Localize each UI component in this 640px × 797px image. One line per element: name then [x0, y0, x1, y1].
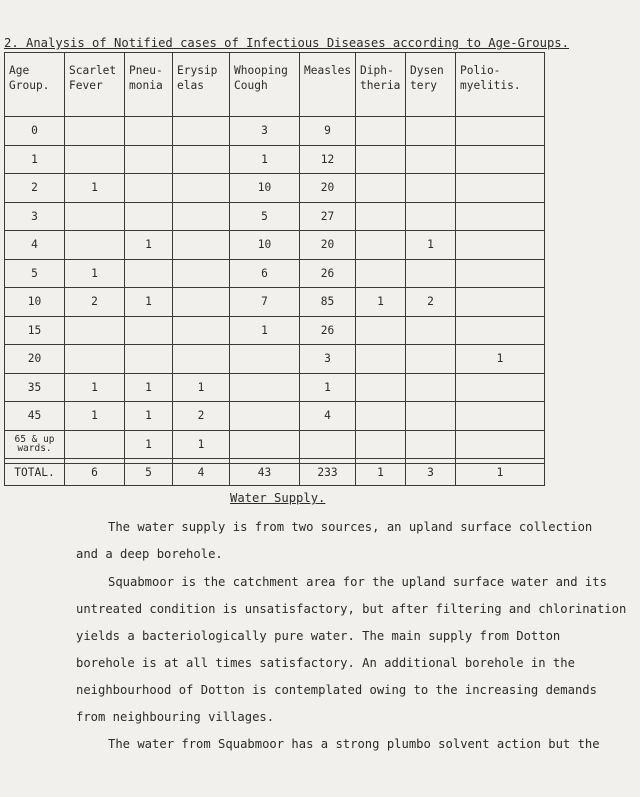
case-count-cell: [173, 117, 230, 146]
case-count-cell: [456, 117, 545, 146]
case-count-cell: [125, 117, 173, 146]
case-count-cell: [356, 117, 406, 146]
column-header: Scarlet Fever: [65, 53, 125, 117]
case-count-cell: 3: [230, 117, 300, 146]
column-header: Age Group.: [5, 53, 65, 117]
case-count-cell: [356, 259, 406, 288]
case-count-cell: [173, 259, 230, 288]
case-count-cell: [456, 430, 545, 459]
total-count-cell: 3: [406, 459, 456, 486]
total-label-cell: TOTAL.: [5, 459, 65, 486]
case-count-cell: 3: [300, 345, 356, 374]
column-header: Erysip elas: [173, 53, 230, 117]
case-count-cell: 1: [125, 231, 173, 260]
case-count-cell: 5: [230, 202, 300, 231]
case-count-cell: [173, 345, 230, 374]
case-count-cell: [356, 402, 406, 431]
age-group-cell: 45: [5, 402, 65, 431]
age-group-cases-table: [4, 52, 545, 486]
case-count-cell: [456, 145, 545, 174]
table-row: [5, 402, 545, 431]
case-count-cell: 1: [65, 373, 125, 402]
age-group-cell: 3: [5, 202, 65, 231]
case-count-cell: [406, 430, 456, 459]
table-row: [5, 174, 545, 203]
paragraph-line: and a deep borehole.: [76, 547, 223, 561]
age-group-cell: 1: [5, 145, 65, 174]
case-count-cell: [173, 174, 230, 203]
table-row: [5, 145, 545, 174]
case-count-cell: [356, 174, 406, 203]
paragraph-line: untreated condition is unsatisfactory, but after filtering and chlorination: [76, 602, 627, 616]
case-count-cell: [125, 174, 173, 203]
case-count-cell: 26: [300, 316, 356, 345]
case-count-cell: 1: [173, 373, 230, 402]
case-count-cell: 1: [65, 402, 125, 431]
age-group-cell: 5: [5, 259, 65, 288]
case-count-cell: 1: [356, 288, 406, 317]
case-count-cell: [406, 174, 456, 203]
case-count-cell: [406, 145, 456, 174]
paragraph-line: yields a bacteriologically pure water. The main supply from Dotton: [76, 629, 561, 643]
table-header-row: [5, 53, 545, 117]
case-count-cell: [406, 316, 456, 345]
case-count-cell: [356, 202, 406, 231]
case-count-cell: [125, 316, 173, 345]
table-row: [5, 202, 545, 231]
case-count-cell: [65, 202, 125, 231]
paragraph-line: borehole is at all times satisfactory. An additional borehole in the: [76, 656, 575, 670]
case-count-cell: [356, 373, 406, 402]
case-count-cell: 12: [300, 145, 356, 174]
case-count-cell: 85: [300, 288, 356, 317]
section-heading: 2. Analysis of Notified cases of Infectious Diseases according to Age-Groups.: [4, 36, 569, 50]
total-count-cell: 6: [65, 459, 125, 486]
case-count-cell: [173, 316, 230, 345]
paragraph-line: neighbourhood of Dotton is contemplated owing to the increasing demands: [76, 683, 597, 697]
column-header: Pneu- monia: [125, 53, 173, 117]
case-count-cell: [173, 145, 230, 174]
total-count-cell: 5: [125, 459, 173, 486]
total-count-cell: 1: [356, 459, 406, 486]
case-count-cell: 4: [300, 402, 356, 431]
case-count-cell: [406, 402, 456, 431]
case-count-cell: 1: [173, 430, 230, 459]
table-row: [5, 231, 545, 260]
column-header: Measles: [300, 53, 356, 117]
table-row: [5, 117, 545, 146]
age-group-cell: 65 & up wards.: [5, 430, 65, 459]
case-count-cell: [125, 259, 173, 288]
table-row: [5, 259, 545, 288]
case-count-cell: 6: [230, 259, 300, 288]
case-count-cell: [65, 316, 125, 345]
case-count-cell: [406, 202, 456, 231]
case-count-cell: [456, 373, 545, 402]
case-count-cell: [173, 202, 230, 231]
case-count-cell: [356, 145, 406, 174]
case-count-cell: 1: [300, 373, 356, 402]
case-count-cell: [173, 288, 230, 317]
age-group-cell: 35: [5, 373, 65, 402]
case-count-cell: 1: [230, 316, 300, 345]
age-group-cell: 0: [5, 117, 65, 146]
case-count-cell: [230, 430, 300, 459]
column-header: Whooping Cough: [230, 53, 300, 117]
case-count-cell: 10: [230, 174, 300, 203]
case-count-cell: [173, 231, 230, 260]
total-count-cell: 43: [230, 459, 300, 486]
case-count-cell: [65, 117, 125, 146]
paragraph-line: The water from Squabmoor has a strong plumbo solvent action but the: [108, 737, 600, 751]
case-count-cell: [406, 259, 456, 288]
case-count-cell: [125, 345, 173, 374]
case-count-cell: [406, 117, 456, 146]
case-count-cell: 26: [300, 259, 356, 288]
case-count-cell: 2: [65, 288, 125, 317]
case-count-cell: [406, 373, 456, 402]
age-group-cell: 4: [5, 231, 65, 260]
table-row: [5, 430, 545, 459]
column-header: Polio- myelitis.: [456, 53, 545, 117]
case-count-cell: [456, 202, 545, 231]
paragraph-line: Squabmoor is the catchment area for the upland surface water and its: [108, 575, 607, 589]
paragraph-line: The water supply is from two sources, an upland surface collection: [108, 520, 593, 534]
case-count-cell: [356, 231, 406, 260]
case-count-cell: 1: [125, 430, 173, 459]
total-count-cell: 1: [456, 459, 545, 486]
case-count-cell: [125, 145, 173, 174]
case-count-cell: [456, 259, 545, 288]
case-count-cell: [300, 430, 356, 459]
column-header: Diph- theria: [356, 53, 406, 117]
case-count-cell: [456, 402, 545, 431]
case-count-cell: 2: [173, 402, 230, 431]
age-group-cell: 2: [5, 174, 65, 203]
case-count-cell: [65, 345, 125, 374]
case-count-cell: [230, 373, 300, 402]
table-row: [5, 345, 545, 374]
case-count-cell: [230, 402, 300, 431]
case-count-cell: [456, 316, 545, 345]
case-count-cell: [65, 430, 125, 459]
case-count-cell: 27: [300, 202, 356, 231]
case-count-cell: [356, 316, 406, 345]
case-count-cell: [456, 231, 545, 260]
water-supply-title: Water Supply.: [230, 491, 326, 505]
table-body: [5, 117, 545, 486]
table-bottom-rule: [4, 463, 544, 464]
case-count-cell: 10: [230, 231, 300, 260]
case-count-cell: 1: [125, 288, 173, 317]
case-count-cell: 9: [300, 117, 356, 146]
case-count-cell: [65, 231, 125, 260]
case-count-cell: 20: [300, 174, 356, 203]
case-count-cell: 1: [230, 145, 300, 174]
case-count-cell: 2: [406, 288, 456, 317]
case-count-cell: 1: [65, 174, 125, 203]
case-count-cell: 1: [125, 373, 173, 402]
age-group-cell: 15: [5, 316, 65, 345]
table-row: [5, 288, 545, 317]
age-group-cell: 20: [5, 345, 65, 374]
case-count-cell: [125, 202, 173, 231]
case-count-cell: [456, 288, 545, 317]
case-count-cell: 1: [65, 259, 125, 288]
case-count-cell: [406, 345, 456, 374]
case-count-cell: [230, 345, 300, 374]
paragraph-line: from neighbouring villages.: [76, 710, 275, 724]
total-count-cell: 233: [300, 459, 356, 486]
total-count-cell: 4: [173, 459, 230, 486]
table-row: [5, 316, 545, 345]
case-count-cell: 1: [456, 345, 545, 374]
case-count-cell: [356, 430, 406, 459]
column-header: Dysen tery: [406, 53, 456, 117]
case-count-cell: 1: [406, 231, 456, 260]
age-group-cell: 10: [5, 288, 65, 317]
table-row: [5, 373, 545, 402]
case-count-cell: 20: [300, 231, 356, 260]
case-count-cell: 1: [125, 402, 173, 431]
case-count-cell: 7: [230, 288, 300, 317]
case-count-cell: [456, 174, 545, 203]
case-count-cell: [65, 145, 125, 174]
case-count-cell: [356, 345, 406, 374]
